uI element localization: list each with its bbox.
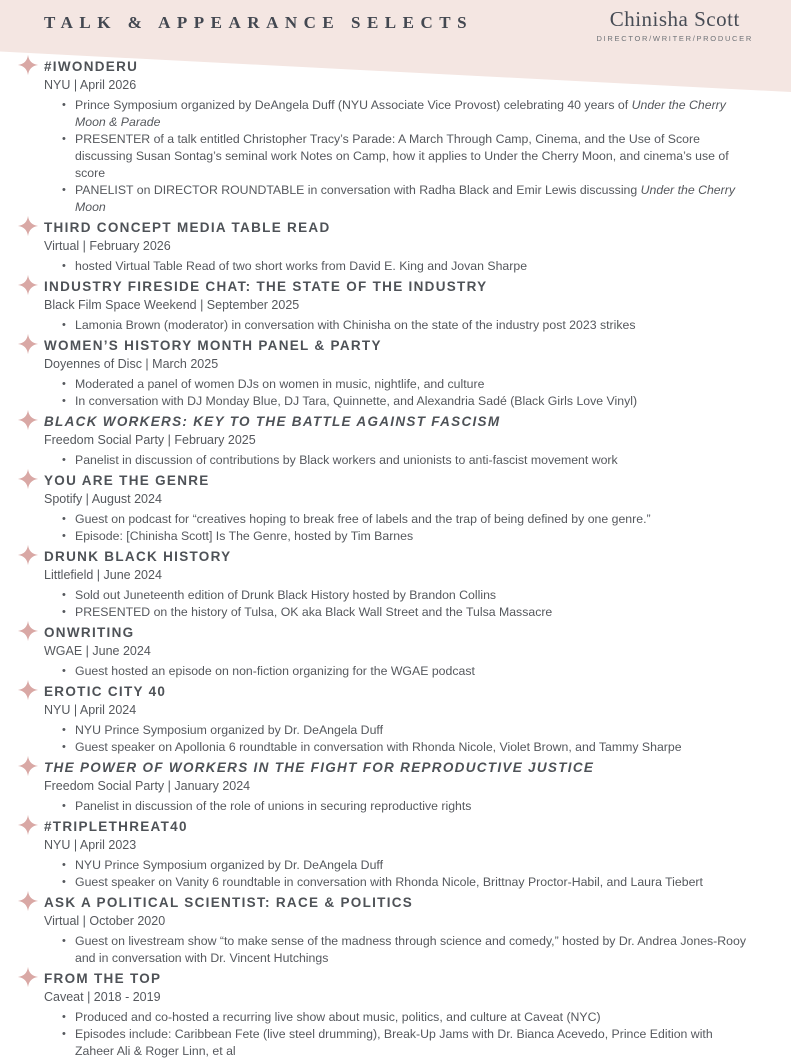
entry-bullet: • PANELIST on DIRECTOR ROUNDTABLE in conversation with Radha Black and Emir Lewis discussing Under the Cherry Moon	[75, 182, 754, 216]
sparkle-icon	[17, 468, 39, 490]
entry-bullet: • Lamonia Brown (moderator) in conversation with Chinisha on the state of the industry post 2023 strikes	[75, 317, 754, 334]
entry-bullet: • Guest on podcast for “creatives hoping to break free of labels and the trap of being defined by one genre.”	[75, 511, 754, 528]
entry-head	[44, 337, 761, 355]
entry-bullet: • hosted Virtual Table Read of two short works from David E. King and Jovan Sharpe	[75, 258, 754, 275]
entry-bullet: • NYU Prince Symposium organized by Dr. DeAngela Duff	[75, 722, 754, 739]
entry-bullets	[44, 452, 754, 469]
entry-bullet: • Moderated a panel of women DJs on women in music, nightlife, and culture	[75, 376, 754, 393]
entry-bullets	[44, 376, 754, 410]
entry-bullets	[44, 317, 754, 334]
entry-title: FROM THE TOP	[44, 971, 162, 986]
entry-head	[44, 624, 761, 642]
entry-bullet: • PRESENTED on the history of Tulsa, OK aka Black Wall Street and the Tulsa Massacre	[75, 604, 754, 621]
entry-title: #TRIPLETHREAT40	[44, 819, 188, 834]
entry-bullets	[44, 1009, 754, 1060]
entry-bullet: • Panelist in discussion of the role of unions in securing reproductive rights	[75, 798, 754, 815]
brand-name: Chinisha Scott	[609, 7, 740, 31]
entry-bullet: • PRESENTER of a talk entitled Christopher Tracy’s Parade: A March Through Camp, Cinema, and the Use of Score discussing Susan Sontag’s seminal work Notes on Camp, how it applies to Under the Cherry Moon, and cinema’s use of score	[75, 131, 754, 182]
entry-title: DRUNK BLACK HISTORY	[44, 549, 232, 564]
entry-head	[44, 278, 761, 296]
sparkle-icon	[17, 890, 39, 912]
talk-entry	[44, 548, 761, 621]
entry-bullets	[44, 663, 754, 680]
entry-meta: Spotify | August 2024	[44, 492, 162, 506]
entry-head	[44, 548, 761, 566]
entry-meta: Black Film Space Weekend | September 2025	[44, 298, 300, 312]
entry-bullet: • Panelist in discussion of contributions by Black workers and unionists to anti-fascist movement work	[75, 452, 754, 469]
entry-bullets	[44, 587, 754, 621]
entry-bullet: • Guest speaker on Vanity 6 roundtable in conversation with Rhonda Nicole, Brittnay Proctor-Habil, and Laura Tiebert	[75, 874, 754, 891]
entry-bullet: • Guest speaker on Apollonia 6 roundtable in conversation with Rhonda Nicole, Violet Brown, and Tammy Sharpe	[75, 739, 754, 756]
entry-head	[44, 970, 761, 988]
entry-meta: Littlefield | June 2024	[44, 568, 162, 582]
entry-head	[44, 219, 761, 237]
entry-head	[44, 759, 761, 777]
entry-bullets	[44, 97, 754, 216]
entry-meta: Freedom Social Party | January 2024	[44, 779, 251, 793]
talk-entry	[44, 759, 761, 815]
entry-bullet: • Episode: [Chinisha Scott] Is The Genre, hosted by Tim Barnes	[75, 528, 754, 545]
entry-head	[44, 58, 761, 76]
entry-meta: Doyennes of Disc | March 2025	[44, 357, 219, 371]
entry-head	[44, 894, 761, 912]
entry-bullet: • NYU Prince Symposium organized by Dr. DeAngela Duff	[75, 857, 754, 874]
entry-bullets	[44, 857, 754, 891]
entry-meta: Virtual | October 2020	[44, 914, 166, 928]
entry-bullet: • Prince Symposium organized by DeAngela Duff (NYU Associate Vice Provost) celebrating 40 years of Under the Cherry Moon & Parade	[75, 97, 754, 131]
entry-meta: NYU | April 2026	[44, 78, 137, 92]
entry-bullets	[44, 722, 754, 756]
entry-bullet: • Sold out Juneteenth edition of Drunk Black History hosted by Brandon Collins	[75, 587, 754, 604]
entry-title: WOMEN’S HISTORY MONTH PANEL & PARTY	[44, 338, 382, 353]
talk-entry	[44, 472, 761, 545]
talk-entry	[44, 337, 761, 410]
talk-entry	[44, 219, 761, 275]
sparkle-icon	[17, 814, 39, 836]
entry-head	[44, 472, 761, 490]
entry-title: ONWRITING	[44, 625, 135, 640]
entry-meta: NYU | April 2024	[44, 703, 137, 717]
sparkle-icon	[17, 409, 39, 431]
sparkle-icon	[17, 274, 39, 296]
entry-meta: NYU | April 2023	[44, 838, 137, 852]
talk-entry	[44, 278, 761, 334]
entry-bullets	[44, 258, 754, 275]
entry-bullets	[44, 933, 754, 967]
entry-meta: Virtual | February 2026	[44, 239, 171, 253]
entry-bullet: • Episodes include: Caribbean Fete (live steel drumming), Break-Up Jams with Dr. Bianca Acevedo, Prince Edition with Zaheer Ali & Roger Linn, et al	[75, 1026, 754, 1060]
entry-bullet: • Guest hosted an episode on non-fiction organizing for the WGAE podcast	[75, 663, 754, 680]
sparkle-icon	[17, 333, 39, 355]
page-title: TALK & APPEARANCE SELECTS	[44, 13, 474, 32]
entry-bullet: • Produced and co-hosted a recurring live show about music, politics, and culture at Caveat (NYC)	[75, 1009, 754, 1026]
sparkle-icon	[17, 966, 39, 988]
talk-entry	[44, 58, 761, 216]
entry-title: ASK A POLITICAL SCIENTIST: RACE & POLITICS	[44, 895, 414, 910]
talk-entry	[44, 970, 761, 1060]
entry-meta: Caveat | 2018 - 2019	[44, 990, 161, 1004]
entry-title: YOU ARE THE GENRE	[44, 473, 210, 488]
entry-title: INDUSTRY FIRESIDE CHAT: THE STATE OF THE INDUSTRY	[44, 279, 488, 294]
brand-role: DIRECTOR/WRITER/PRODUCER	[596, 34, 753, 43]
entry-bullets	[44, 798, 754, 815]
entry-title: #IWONDERU	[44, 59, 139, 74]
entry-title: BLACK WORKERS: KEY TO THE BATTLE AGAINST FASCISM	[44, 414, 501, 429]
entry-bullet: • Guest on livestream show “to make sense of the madness through science and comedy,” hosted by Dr. Andrea Jones-Rooy and in conversation with Dr. Vincent Hutchings	[75, 933, 754, 967]
entry-bullet: • In conversation with DJ Monday Blue, DJ Tara, Quinnette, and Alexandria Sadé (Black Girls Love Vinyl)	[75, 393, 754, 410]
talk-entry	[44, 683, 761, 756]
entry-meta: WGAE | June 2024	[44, 644, 151, 658]
entry-head	[44, 413, 761, 431]
entry-title: EROTIC CITY 40	[44, 684, 167, 699]
talk-entry	[44, 624, 761, 680]
entry-meta: Freedom Social Party | February 2025	[44, 433, 256, 447]
entry-title: THIRD CONCEPT MEDIA TABLE READ	[44, 220, 331, 235]
sparkle-icon	[17, 679, 39, 701]
sparkle-icon	[17, 755, 39, 777]
entry-bullets	[44, 511, 754, 545]
sparkle-icon	[17, 54, 39, 76]
talk-entry	[44, 413, 761, 469]
entry-head	[44, 683, 761, 701]
talk-entry	[44, 818, 761, 891]
entry-title: THE POWER OF WORKERS IN THE FIGHT FOR REPRODUCTIVE JUSTICE	[44, 760, 595, 775]
entry-head	[44, 818, 761, 836]
sparkle-icon	[17, 620, 39, 642]
sparkle-icon	[17, 215, 39, 237]
talk-entry	[44, 894, 761, 967]
sparkle-icon	[17, 544, 39, 566]
